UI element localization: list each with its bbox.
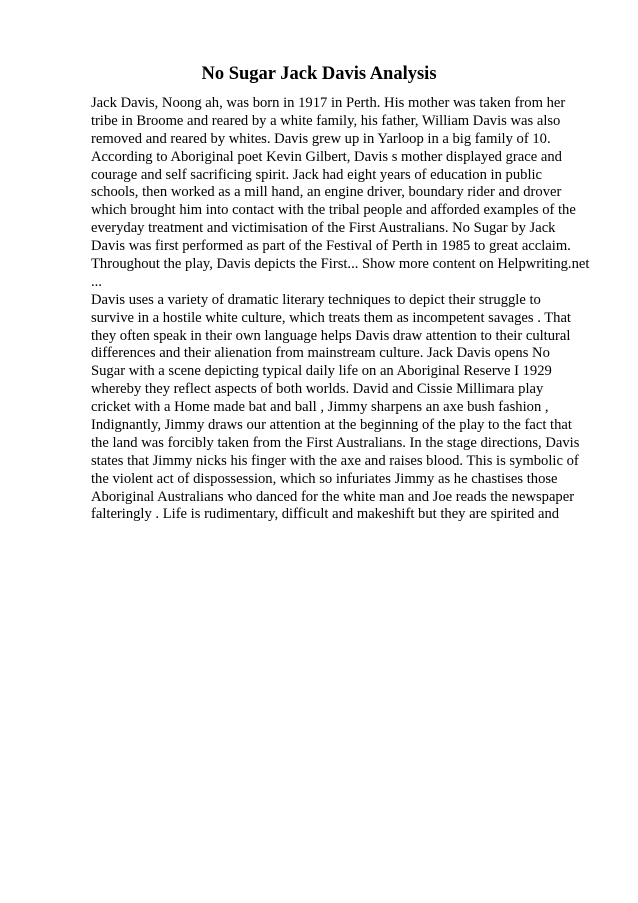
body-line: tribe in Broome and reared by a white family, his father, William Davis was also (91, 112, 561, 129)
body-line: Indignantly, Jimmy draws our attention at the beginning of the play to the fact that (91, 417, 572, 434)
body-line: they often speak in their own language helps Davis draw attention to their cultural (91, 327, 571, 344)
body-line: falteringly . Life is rudimentary, difficult and makeshift but they are spirited and (91, 506, 560, 523)
body-line: Sugar with a scene depicting typical daily life on an Aboriginal Reserve I 1929 (91, 363, 552, 380)
body-line: Throughout the play, Davis depicts the First... Show more content on Helpwriting.net (91, 256, 590, 273)
body-line: whereby they reflect aspects of both worlds. David and Cissie Millimara play (91, 381, 544, 398)
body-line: everyday treatment and victimisation of the First Australians. No Sugar by Jack (91, 220, 556, 237)
body-line: differences and their alienation from mainstream culture. Jack Davis opens No (91, 345, 550, 362)
body-line: the violent act of dispossession, which so infuriates Jimmy as he chastises those (91, 470, 558, 487)
body-line: survive in a hostile white culture, which treats them as incompetent savages . That (91, 309, 571, 326)
document-body (91, 95, 611, 524)
body-line: cricket with a Home made bat and ball , Jimmy sharpens an axe bush fashion , (91, 399, 549, 416)
body-line: which brought him into contact with the tribal people and afforded examples of the (91, 202, 576, 219)
body-line: removed and reared by whites. Davis grew up in Yarloop in a big family of 10. (91, 130, 551, 147)
body-line: Jack Davis, Noong ah, was born in 1917 in Perth. His mother was taken from her (91, 95, 566, 111)
body-line: states that Jimmy nicks his finger with the axe and raises blood. This is symbolic of (91, 452, 579, 469)
body-line-ellipsis: ... (91, 273, 102, 290)
body-line: schools, then worked as a mill hand, an engine driver, boundary rider and drover (91, 184, 562, 201)
body-line: Davis was first performed as part of the Festival of Perth in 1985 to great acclaim. (91, 238, 571, 255)
body-line: the land was forcibly taken from the First Australians. In the stage directions, Davis (91, 434, 580, 451)
body-line: Davis uses a variety of dramatic literary techniques to depict their struggle to (91, 291, 541, 308)
body-line: According to Aboriginal poet Kevin Gilbert, Davis s mother displayed grace and (91, 148, 562, 165)
document-title: No Sugar Jack Davis Analysis (201, 64, 437, 84)
body-line: courage and self sacrificing spirit. Jack had eight years of education in public (91, 166, 543, 183)
body-line: Aboriginal Australians who danced for the white man and Joe reads the newspaper (91, 488, 575, 505)
